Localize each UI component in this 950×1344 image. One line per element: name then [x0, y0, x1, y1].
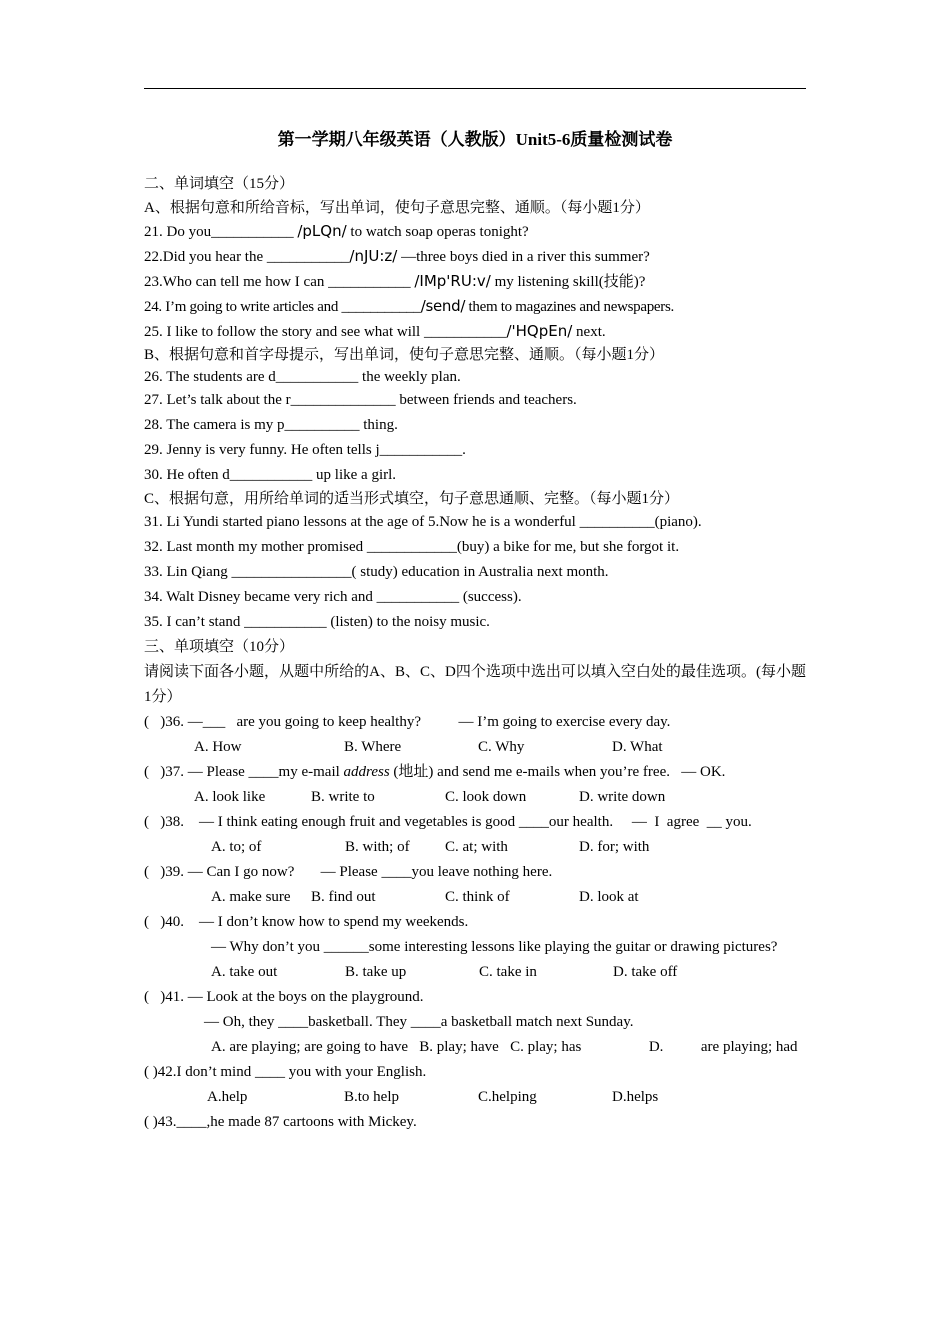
option-a: A. How: [194, 739, 242, 755]
page-title: 第一学期八年级英语（人教版）Unit5-6质量检测试卷: [277, 130, 673, 149]
option-d: D. What: [612, 739, 663, 755]
option-d: D. take off: [613, 964, 678, 980]
section2-heading: 二、单词填空（15分）: [144, 176, 295, 192]
question-33: 33. Lin Qiang ________________( study) education in Australia next month.: [144, 564, 609, 580]
question-28: 28. The camera is my p__________ thing.: [144, 417, 398, 433]
header-rule: [144, 88, 806, 89]
question-23: 23.Who can tell me how I can ___________ /IMp'RU:v/ my listening skill(技能)?: [144, 272, 646, 290]
partB-instruction: B、根据句意和首字母提示，写出单词，使句子意思完整、通顺。（每小题1分）: [144, 347, 665, 363]
question-41: ( )41. — Look at the boys on the playground.: [144, 989, 424, 1005]
question-35: 35. I can’t stand ___________ (listen) to the noisy music.: [144, 614, 490, 630]
phonetic-23: /IMp'RU:v/: [414, 272, 491, 290]
options-36: [144, 735, 806, 760]
phonetic-22: /nJU:z/: [349, 247, 398, 265]
options-41: A. are playing; are going to have B. play; have C. play; has D. are playing; had: [211, 1039, 798, 1055]
options-39: [144, 885, 806, 910]
option-b: B.to help: [344, 1089, 399, 1105]
reply-41: — Oh, they ____basketball. They ____a basketball match next Sunday.: [204, 1014, 634, 1030]
question-31: 31. Li Yundi started piano lessons at the age of 5.Now he is a wonderful __________(piano).: [144, 514, 702, 530]
option-b: B. with; of: [345, 839, 410, 855]
option-c: C. think of: [445, 889, 510, 905]
section3-instruction: 请阅读下面各小题，从题中所给的A、B、C、D四个选项中选出可以填入空白处的最佳选项。(每小题1分）: [144, 664, 806, 705]
partC-instruction: C、根据句意，用所给单词的适当形式填空，句子意思通顺、完整。（每小题1分）: [144, 491, 680, 507]
options-40: [144, 960, 806, 985]
options-37: [144, 785, 806, 810]
question-26: 26. The students are d___________ the weekly plan.: [144, 369, 461, 385]
question-40: ( )40. — I don’t know how to spend my weekends.: [144, 914, 469, 930]
question-25: 25. I like to follow the story and see what will ___________/'HQpEn/ next.: [144, 322, 606, 340]
option-c: C. at; with: [445, 839, 508, 855]
reply-40: — Why don’t you ______some interesting lessons like playing the guitar or drawing pictures?: [211, 939, 778, 955]
question-22: 22.Did you hear the ___________/nJU:z/ —three boys died in a river this summer?: [144, 247, 650, 265]
option-c: C. look down: [445, 789, 527, 805]
question-21: 21. Do you___________ /pLQn/ to watch soap operas tonight?: [144, 222, 529, 240]
option-c: C. take in: [479, 964, 537, 980]
question-32: 32. Last month my mother promised ____________(buy) a bike for me, but she forgot it.: [144, 539, 680, 555]
option-a: A. make sure: [211, 889, 291, 905]
option-b: B. write to: [311, 789, 375, 805]
question-39: ( )39. — Can I go now? — Please ____you leave nothing here.: [144, 864, 553, 880]
question-24: 24. I’m going to write articles and ___________/send/ them to magazines and newspapers.: [144, 297, 674, 315]
options-42: [144, 1085, 806, 1110]
question-43: ( )43.____,he made 87 cartoons with Mickey.: [144, 1114, 417, 1130]
phonetic-24: /send/: [420, 297, 466, 315]
phonetic-21: /pLQn/: [297, 222, 347, 240]
option-a: A. to; of: [211, 839, 262, 855]
option-c: C.helping: [478, 1089, 537, 1105]
option-c: C. Why: [478, 739, 525, 755]
question-29: 29. Jenny is very funny. He often tells j___________.: [144, 442, 466, 458]
option-b: B. find out: [311, 889, 376, 905]
option-b: B. take up: [345, 964, 407, 980]
question-27: 27. Let’s talk about the r______________ between friends and teachers.: [144, 392, 577, 408]
option-d: D. look at: [579, 889, 639, 905]
exam-body: [144, 172, 806, 1135]
option-d: D.helps: [612, 1089, 659, 1105]
question-36: ( )36. —___ are you going to keep healthy? — I’m going to exercise every day.: [144, 714, 671, 730]
option-a: A. look like: [194, 789, 266, 805]
option-d: D. for; with: [579, 839, 650, 855]
option-b: B. Where: [344, 739, 402, 755]
question-42: ( )42.I don’t mind ____ you with your English.: [144, 1064, 427, 1080]
question-34: 34. Walt Disney became very rich and ___________ (success).: [144, 589, 522, 605]
section3-heading: 三、单项填空（10分）: [144, 639, 295, 655]
option-d: D. write down: [579, 789, 666, 805]
options-38: [144, 835, 806, 860]
partA-instruction: A、根据句意和所给音标，写出单词，使句子意思完整、通顺。（每小题1分）: [144, 200, 650, 216]
question-30: 30. He often d___________ up like a girl.: [144, 467, 397, 483]
option-a: A.help: [207, 1089, 248, 1105]
phonetic-25: /'HQpEn/: [506, 322, 573, 340]
option-a: A. take out: [211, 964, 278, 980]
question-38: ( )38. — I think eating enough fruit and vegetables is good ____our health. — I agree __ you.: [144, 814, 752, 830]
question-37: ( )37. — Please ____my e-mail address (地址) and send me e-mails when you’re free. — OK.: [144, 764, 726, 780]
